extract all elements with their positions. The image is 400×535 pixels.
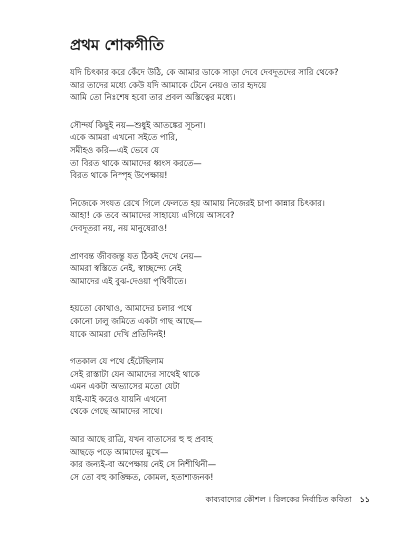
poem-line: আমি তো নিঃশেষ হবো তার প্রবল অস্তিত্বের মধ্যে। [70,92,236,103]
stanza [70,302,370,340]
poem-line: হয়তো কোথাও, আমাদের চলার পথে [70,303,192,314]
poem-line: যদি চিৎকার করে কেঁদে উঠি, কে আমার ডাকে সাড়া দেবে দেবদূতদের সারি থেকে? [70,67,339,77]
stanza [70,433,370,483]
poem-line: আর আছে রাত্রি, যখন বাতাসের হু হু প্রবাহ [70,434,213,445]
poem-line: থেকে গেছে আমাদের সাথে। [70,406,163,417]
poem-title: প্রথম শোকগীতি [70,36,164,54]
poem-line: আমাদের এই বুঝ-দেওয়া পৃথিবীতে। [70,275,187,286]
poem-line: কার জন্যই-বা অপেক্ষায় নেই সে নিশীথিনী— [70,459,217,470]
poem-line: আমরা স্বস্তিতে নেই, স্বাচ্ছন্দ্যে নেই [70,263,182,274]
poem-line: প্রাণবন্ত জীবজন্তু যত ঠিকই দেখে নেয়— [70,250,202,261]
poem-line: আহা! কে তবে আমাদের সাহায্যে এগিয়ে আসবে? [70,210,235,221]
running-title: কাব্যবাদ্যের কৌশল । রিলকের নির্বাচিত কবিতা [205,495,352,504]
page-number: ১১ [359,495,370,504]
stanza [70,66,370,104]
stanza [70,119,370,182]
poem-line: যাকে আমরা দেখি প্রতিদিনই! [70,328,167,339]
poem-line: তা বিরত থাকে আমাদের ধ্বংস করতে— [70,157,202,168]
poem-line: সৌন্দর্য কিছুই নয়—শুধুই আতঙ্কের সূচনা। [70,119,206,130]
poem-line: কোনো ঢালু জমিতে একটা গাছ আছে— [70,315,203,326]
stanza [70,355,370,418]
poem-line: সেই রাস্তাটা যেন আমাদের সাথেই থাকে [70,368,200,379]
poem-line: দেবদূতরা নয়, নয় মানুষেরাও! [70,222,168,233]
poem-line: একে আমরা এখনো সইতে পারি, [70,132,178,143]
page-footer [170,494,370,506]
stanza [70,197,370,235]
poem-line: সমীহও করি—এই ভেবে যে [70,144,159,155]
poem-line: যাই-যাই করেও যায়নি এখনো [70,393,167,404]
stanza [70,250,370,288]
poem-line: আর তাদের মধ্যে কেউ যদি আমাকে টেনে নেয়ও তার হৃদয়ে [70,79,267,90]
poem-line: নিজেকে সংযত রেখে গিলে ফেলতে হয় আমায় নিজেরই চাপা কান্নার চিৎকার। [70,197,325,208]
poem-line: এমন একটা অভ্যাসের মতো যেটা [70,381,180,392]
poem-line: বিরত থাকে নিস্পৃহ উপেক্ষায়! [70,170,168,181]
poem-body [70,66,370,498]
poem-line: আছড়ে পড়ে আমাদের মুখে— [70,446,169,457]
poem-line: সে তো বহু কাঙ্ক্ষিত, কোমল, হতাশাজনক! [70,471,214,482]
poem-line: গতকাল যে পথে হেঁটেছিলাম [70,356,164,367]
